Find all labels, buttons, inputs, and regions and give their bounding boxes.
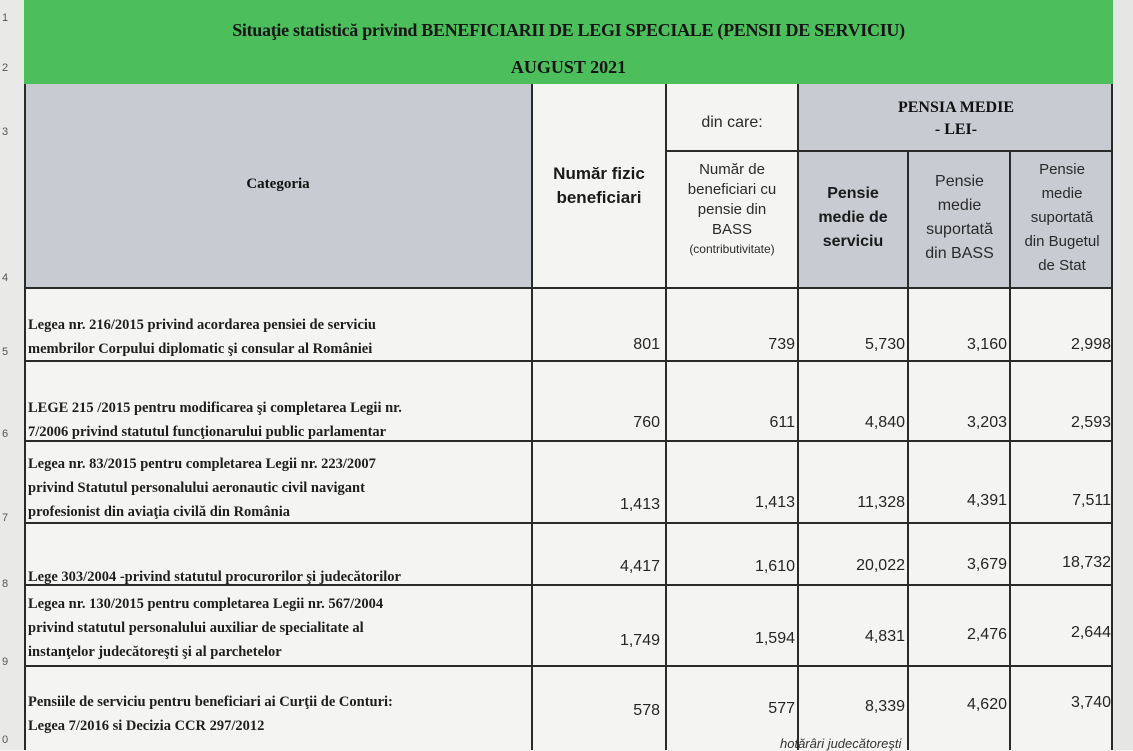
pensie-bugetul-cell[interactable]: 3,740	[1070, 694, 1111, 711]
numar-fizic-cell[interactable]: 578	[633, 702, 660, 719]
numar-fizic-cell[interactable]: 1,413	[619, 496, 660, 513]
category-cell[interactable]: Pensiile de serviciu pentru beneficiari ai Curţii de Conturi: Legea 7/2016 si Decizia CCR 297/2012	[28, 694, 393, 734]
pensie-bass-cell[interactable]: 2,476	[966, 626, 1007, 643]
bass-count-cell[interactable]: 611	[769, 414, 795, 431]
pensie-bass-cell[interactable]: 3,203	[966, 414, 1007, 431]
pensie-bass-cell[interactable]: 4,620	[966, 696, 1007, 713]
row-number[interactable]: 7	[2, 512, 9, 524]
grid-line	[1111, 84, 1113, 750]
row-number[interactable]: 2	[2, 62, 9, 74]
pensie-serviciu-cell[interactable]: 8,339	[864, 698, 905, 715]
bass-count-cell[interactable]: 1,610	[754, 558, 795, 575]
row-number[interactable]: 0	[2, 734, 9, 746]
header-din-care[interactable]: din care:	[701, 114, 763, 131]
grid-line	[24, 287, 1113, 289]
grid-line	[665, 150, 1113, 152]
row-number[interactable]: 8	[2, 578, 9, 590]
header-pensie-bugetul[interactable]: Pensie medie suportată din Bugetul de Stat	[1024, 161, 1100, 274]
bass-count-cell[interactable]: 577	[768, 700, 795, 717]
pensie-bass-cell[interactable]: 4,391	[966, 492, 1007, 509]
bass-count-cell[interactable]: 739	[768, 336, 795, 353]
numar-fizic-cell[interactable]: 760	[633, 414, 660, 431]
numar-fizic-cell[interactable]: 4,417	[619, 558, 660, 575]
pensie-serviciu-cell[interactable]: 5,730	[864, 336, 905, 353]
category-cell[interactable]: Legea nr. 130/2015 pentru completarea Legii nr. 567/2004 privind statutul personalului auxiliar de specialitate al instanţelor judecătoreşti şi al parchetelor	[28, 596, 384, 660]
header-pensie-bass[interactable]: Pensie medie suportată din BASS	[925, 173, 994, 262]
grid-line	[907, 150, 909, 750]
title-band[interactable]	[24, 0, 1113, 86]
row-number[interactable]: 4	[2, 272, 9, 284]
pensie-serviciu-cell[interactable]: 11,328	[857, 494, 905, 511]
pensie-serviciu-cell[interactable]: 4,831	[864, 628, 905, 645]
category-cell[interactable]: Legea nr. 216/2015 privind acordarea pensiei de serviciu membrilor Corpului diplomatic şi consular al României	[28, 317, 376, 357]
header-numar-fizic[interactable]: Număr fizic beneficiari	[553, 164, 645, 207]
grid-line	[24, 84, 26, 750]
bass-count-cell[interactable]: 1,594	[754, 630, 795, 647]
grid-line	[24, 665, 1113, 667]
row-number[interactable]: 9	[2, 656, 9, 668]
pensie-serviciu-cell[interactable]: 4,840	[864, 414, 905, 431]
sheet-title: Situaţie statistică privind BENEFICIARII DE LEGI SPECIALE (PENSII DE SERVICIU)	[232, 20, 905, 40]
category-cell[interactable]: Lege 303/2004 -privind statutul procurorilor şi judecătorilor	[28, 569, 401, 585]
row-number[interactable]: 6	[2, 428, 9, 440]
pensie-bugetul-cell[interactable]: 2,644	[1070, 624, 1111, 641]
sheet-margin	[1113, 0, 1133, 750]
sheet-period: AUGUST 2021	[510, 57, 627, 77]
pensie-serviciu-cell[interactable]: 20,022	[856, 557, 905, 574]
footnote-text: hotărâri judecătoreşti	[780, 736, 902, 751]
row-number[interactable]: 1	[2, 12, 9, 24]
header-beneficiari-bass[interactable]: Număr de beneficiari cu pensie din BASS (contributivitate)	[687, 161, 777, 256]
category-cell[interactable]: LEGE 215 /2015 pentru modificarea şi completarea Legii nr. 7/2006 privind statutul funcţionarului public parlamentar	[28, 400, 402, 440]
pensie-bass-cell[interactable]: 3,679	[966, 556, 1007, 573]
header-pensie-serviciu[interactable]: Pensie medie de serviciu	[818, 185, 888, 250]
numar-fizic-cell[interactable]: 1,749	[619, 632, 660, 649]
row-number[interactable]: 3	[2, 126, 9, 138]
header-categoria[interactable]: Categoria	[246, 176, 310, 192]
row-header-column	[0, 0, 25, 750]
category-cell[interactable]: Legea nr. 83/2015 pentru completarea Legii nr. 223/2007 privind Statutul personalului aeronautic civil navigant profesionist din aviaţia civilă din România	[28, 456, 376, 520]
row-number[interactable]: 5	[2, 346, 9, 358]
grid-line	[1009, 150, 1011, 750]
numar-fizic-cell[interactable]: 801	[633, 336, 660, 353]
pensie-bugetul-cell[interactable]: 2,593	[1070, 414, 1111, 431]
pensie-bass-cell[interactable]: 3,160	[966, 336, 1007, 353]
pensie-bugetul-cell[interactable]: 2,998	[1070, 336, 1111, 353]
pensie-bugetul-cell[interactable]: 7,511	[1072, 492, 1111, 509]
bass-count-cell[interactable]: 1,413	[754, 494, 795, 511]
header-pensia-medie[interactable]: PENSIA MEDIE - LEI-	[897, 99, 1015, 138]
pensie-bugetul-cell[interactable]: 18,732	[1062, 554, 1111, 571]
